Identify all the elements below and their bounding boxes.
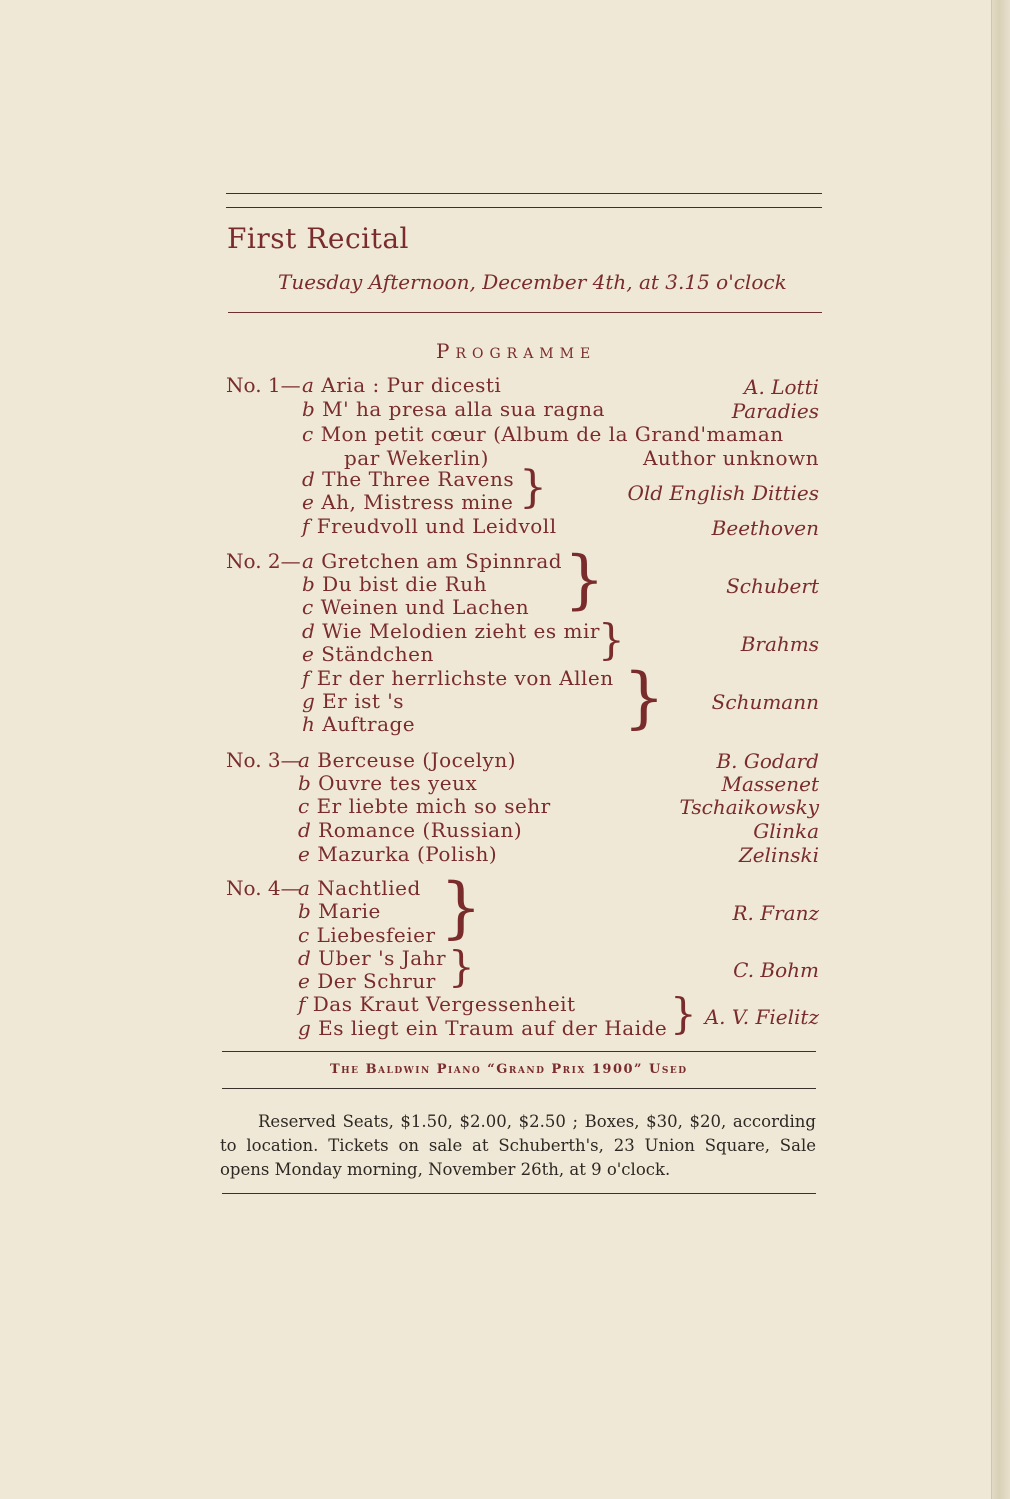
list-item	[298, 748, 516, 772]
list-item	[298, 899, 381, 923]
item-title: Liebesfeier	[316, 923, 436, 947]
brace: }	[670, 989, 697, 1038]
item-letter: f	[298, 992, 306, 1016]
list-item	[298, 771, 477, 795]
item-letter: b	[302, 572, 316, 596]
item-letter: d	[298, 946, 312, 970]
composer: R. Franz	[732, 901, 819, 925]
item-letter: d	[298, 818, 312, 842]
composer: Tschaikowsky	[679, 795, 819, 819]
adjacent-page-edge	[991, 0, 1010, 1499]
item-title: Wie Melodien zieht es mir	[322, 619, 600, 643]
composer: Paradies	[731, 399, 819, 423]
recital-date: Tuesday Afternoon, December 4th, at 3.15 o'clock	[278, 270, 787, 294]
composer: Beethoven	[711, 516, 819, 540]
brace: }	[564, 543, 605, 617]
item-letter: h	[302, 712, 316, 736]
list-item	[302, 572, 487, 596]
composer: Schubert	[726, 574, 819, 598]
item-letter: c	[302, 595, 314, 619]
page-title: First Recital	[227, 222, 409, 255]
group-number: No. 2—	[226, 549, 301, 573]
item-letter: e	[298, 842, 311, 866]
item-title: Aria : Pur dicesti	[321, 373, 502, 397]
piano-note: The Baldwin Piano “Grand Prix 1900” Used	[330, 1062, 688, 1077]
ticket-info: Reserved Seats, $1.50, $2.00, $2.50 ; Boxes, $30, $20, according to location. Tickets on sale at Schuberth's, 23 Union Square, Sale opens Monday morning, November 26th, at 9 o'clock.	[220, 1112, 816, 1179]
composer: A. Lotti	[744, 375, 819, 399]
brace: }	[519, 462, 547, 513]
item-letter: d	[302, 467, 316, 491]
programme-heading: Programme	[436, 339, 597, 363]
item-title: M' ha presa alla sua ragna	[322, 397, 605, 421]
item-letter: c	[302, 422, 314, 446]
subtitle-rule	[228, 312, 822, 313]
item-letter: a	[298, 876, 311, 900]
list-item	[302, 549, 562, 573]
list-item	[302, 467, 514, 491]
top-rule-2	[226, 207, 822, 208]
group-number: No. 1—	[226, 373, 301, 397]
bottom-rule	[222, 1193, 816, 1194]
item-letter: g	[302, 689, 316, 713]
composer: Glinka	[753, 819, 819, 843]
item-title: Ständchen	[321, 642, 434, 666]
item-title: Er ist 's	[322, 689, 405, 713]
item-title: Es liegt ein Traum auf der Haide	[318, 1016, 668, 1040]
composer: Brahms	[740, 632, 819, 656]
top-rule-1	[226, 193, 822, 194]
composer: B. Godard	[716, 749, 819, 773]
composer: Zelinski	[738, 843, 819, 867]
composer: Author unknown	[642, 446, 819, 470]
item-title: Nachtlied	[317, 876, 421, 900]
footer-rule-bottom	[222, 1088, 816, 1089]
list-item	[302, 619, 600, 643]
list-item	[302, 712, 415, 736]
list-item	[298, 969, 436, 993]
list-item	[302, 422, 784, 446]
group-number: No. 3—	[226, 748, 301, 772]
item-title-continued: par Wekerlin)	[344, 446, 489, 470]
list-item	[302, 397, 605, 421]
item-title: Auftrage	[322, 712, 416, 736]
list-item	[298, 876, 421, 900]
list-item	[298, 946, 446, 970]
item-title: Der Schrur	[317, 969, 436, 993]
item-letter: e	[302, 490, 315, 514]
item-letter: d	[302, 619, 316, 643]
item-title: Du bist die Ruh	[322, 572, 488, 596]
list-item	[298, 794, 551, 818]
brace: }	[623, 659, 665, 736]
item-letter: a	[302, 373, 315, 397]
item-title: The Three Ravens	[322, 467, 515, 491]
item-title: Er liebte mich so sehr	[316, 794, 551, 818]
item-title: Romance (Russian)	[318, 818, 523, 842]
item-letter: f	[302, 514, 310, 538]
composer: A. V. Fielitz	[704, 1005, 819, 1029]
list-item	[302, 595, 529, 619]
item-letter: c	[298, 794, 310, 818]
item-letter: e	[298, 969, 311, 993]
item-title: Ah, Mistress mine	[321, 490, 514, 514]
composer: Massenet	[721, 772, 819, 796]
item-letter: c	[298, 923, 310, 947]
list-item	[298, 992, 576, 1016]
item-letter: b	[298, 899, 312, 923]
list-item	[302, 514, 557, 538]
list-item	[302, 490, 513, 514]
item-title: Ouvre tes yeux	[318, 771, 478, 795]
item-title: Er der herrlichste von Allen	[316, 666, 614, 690]
list-item	[298, 818, 522, 842]
item-letter: b	[302, 397, 316, 421]
list-item	[302, 666, 614, 690]
list-item	[302, 373, 501, 397]
composer: Schumann	[711, 690, 819, 714]
list-item	[302, 689, 404, 713]
list-item	[298, 842, 497, 866]
list-item	[302, 642, 434, 666]
brace: }	[598, 615, 625, 664]
brace: }	[448, 942, 475, 991]
list-item	[298, 923, 436, 947]
item-title: Mon petit cœur (Album de la Grand'maman	[320, 422, 784, 446]
item-letter: g	[298, 1016, 312, 1040]
item-title: Mazurka (Polish)	[317, 842, 498, 866]
item-title: Freudvoll und Leidvoll	[316, 514, 557, 538]
list-item	[298, 1016, 667, 1040]
item-letter: a	[302, 549, 315, 573]
item-letter: e	[302, 642, 315, 666]
item-letter: b	[298, 771, 312, 795]
item-title: Berceuse (Jocelyn)	[317, 748, 517, 772]
item-title: Uber 's Jahr	[318, 946, 447, 970]
composer: C. Bohm	[733, 958, 819, 982]
composer: Old English Ditties	[627, 481, 819, 505]
item-title: Gretchen am Spinnrad	[321, 549, 563, 573]
item-title: Marie	[318, 899, 381, 923]
footer-rule-top	[222, 1051, 816, 1052]
group-number: No. 4—	[226, 876, 301, 900]
item-letter: f	[302, 666, 310, 690]
item-title: Weinen und Lachen	[320, 595, 530, 619]
item-title: Das Kraut Vergessenheit	[312, 992, 576, 1016]
item-letter: a	[298, 748, 311, 772]
brace: }	[440, 869, 482, 946]
